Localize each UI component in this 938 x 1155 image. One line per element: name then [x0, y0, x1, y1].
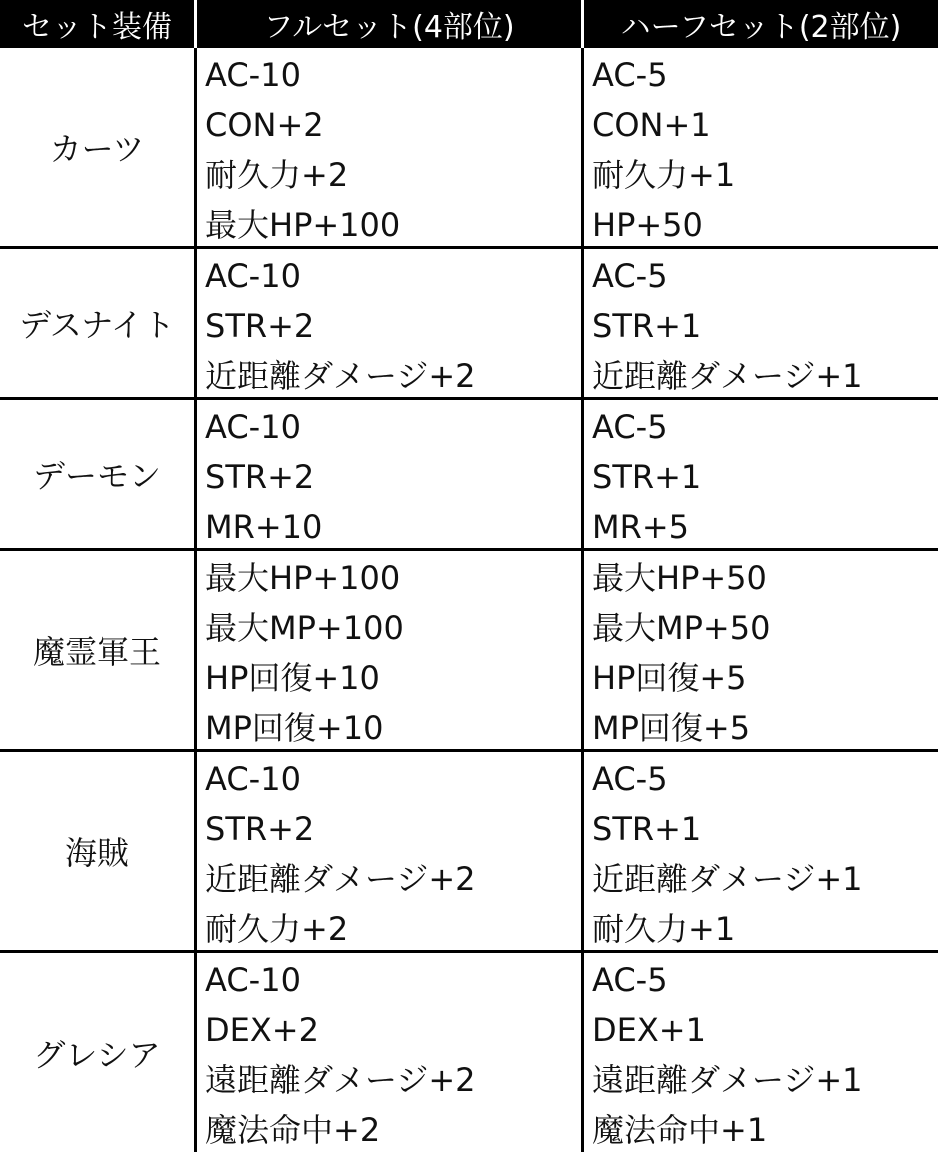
table-row-pirate	[0, 752, 938, 953]
table-row-demon	[0, 400, 938, 551]
bonus-line: 近距離ダメージ+1	[592, 860, 863, 898]
full-set-bonuses	[197, 400, 584, 548]
bonus-line: 最大HP+50	[592, 559, 767, 597]
bonus-line: AC-5	[592, 56, 668, 94]
header-half-set: ハーフセット(2部位)	[620, 10, 902, 45]
bonus-line: AC-10	[205, 408, 301, 446]
bonus-line: 遠距離ダメージ+2	[205, 1061, 476, 1099]
bonus-line: 近距離ダメージ+2	[205, 357, 476, 395]
header-set-equipment: セット装備	[0, 0, 197, 48]
bonus-line: MR+10	[205, 508, 323, 546]
full-set-bonuses	[197, 249, 584, 397]
table-row-death-knight	[0, 249, 938, 400]
set-name: 魔霊軍王	[0, 551, 197, 749]
half-set-bonuses	[584, 752, 938, 950]
bonus-line: 最大HP+100	[205, 559, 401, 597]
bonus-line: DEX+2	[205, 1011, 319, 1049]
header-full-set: フルセット(4部位)	[197, 0, 584, 48]
half-set-bonuses	[584, 400, 938, 548]
bonus-line: AC-5	[592, 257, 668, 295]
bonus-line: CON+1	[592, 106, 711, 144]
half-set-bonuses	[584, 551, 938, 749]
bonus-line: 近距離ダメージ+2	[205, 860, 476, 898]
bonus-line: 近距離ダメージ+1	[592, 357, 863, 395]
set-name: グレシア	[0, 953, 197, 1152]
bonus-line: AC-10	[205, 56, 301, 94]
full-set-bonuses	[197, 48, 584, 246]
bonus-line: MR+5	[592, 508, 690, 546]
set-name: デスナイト	[0, 249, 197, 397]
bonus-line: AC-10	[205, 961, 301, 999]
bonus-line: DEX+1	[592, 1011, 706, 1049]
half-set-bonuses	[584, 953, 938, 1152]
set-name: デーモン	[0, 400, 197, 548]
bonus-line: STR+1	[592, 307, 702, 345]
bonus-line: 魔法命中+1	[592, 1111, 768, 1149]
bonus-line: AC-5	[592, 961, 668, 999]
bonus-line: 最大HP+100	[205, 206, 401, 244]
bonus-line: HP+50	[592, 206, 703, 244]
bonus-line: MP回復+5	[592, 709, 751, 747]
bonus-line: 耐久力+1	[592, 156, 736, 194]
set-name: 海賊	[0, 752, 197, 950]
bonus-line: AC-10	[205, 257, 301, 295]
bonus-line: HP回復+5	[592, 659, 747, 697]
bonus-line: AC-10	[205, 760, 301, 798]
bonus-line: 耐久力+1	[592, 910, 736, 948]
full-set-bonuses	[197, 953, 584, 1152]
bonus-line: STR+1	[592, 810, 702, 848]
bonus-line: 最大MP+50	[592, 609, 771, 647]
bonus-line: STR+1	[592, 458, 702, 496]
half-set-bonuses	[584, 48, 938, 246]
bonus-line: 耐久力+2	[205, 910, 349, 948]
table-row-demon-king	[0, 551, 938, 752]
full-set-bonuses	[197, 551, 584, 749]
bonus-line: 遠距離ダメージ+1	[592, 1061, 863, 1099]
bonus-line: AC-5	[592, 408, 668, 446]
bonus-line: 魔法命中+2	[205, 1111, 381, 1149]
bonus-line: AC-5	[592, 760, 668, 798]
half-set-bonuses	[584, 249, 938, 397]
bonus-line: CON+2	[205, 106, 324, 144]
full-set-bonuses	[197, 752, 584, 950]
bonus-line: 最大MP+100	[205, 609, 404, 647]
bonus-line: HP回復+10	[205, 659, 380, 697]
table-row-kurtz	[0, 48, 938, 249]
bonus-line: MP回復+10	[205, 709, 384, 747]
table-header	[0, 0, 938, 48]
bonus-line: STR+2	[205, 810, 315, 848]
bonus-line: STR+2	[205, 307, 315, 345]
set-name: カーツ	[0, 48, 197, 246]
table-row-gracia	[0, 953, 938, 1152]
bonus-line: 耐久力+2	[205, 156, 349, 194]
bonus-line: STR+2	[205, 458, 315, 496]
